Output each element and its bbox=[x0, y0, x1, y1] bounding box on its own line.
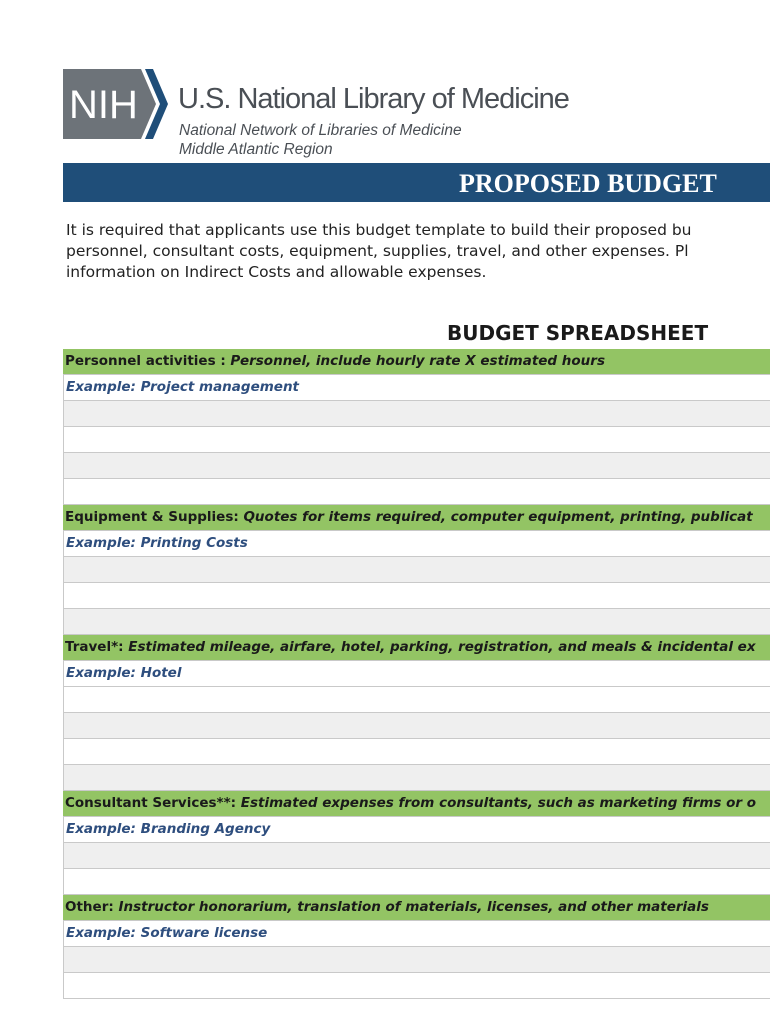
budget-entry-row[interactable] bbox=[63, 557, 770, 583]
budget-entry-row[interactable] bbox=[63, 583, 770, 609]
budget-entry-row[interactable] bbox=[63, 973, 770, 999]
example-row[interactable] bbox=[63, 531, 770, 557]
section-description: Personnel, include hourly rate X estimated hours bbox=[230, 353, 605, 369]
logo-subtitle-network: National Network of Libraries of Medicine bbox=[179, 122, 462, 139]
section-header bbox=[63, 349, 770, 375]
example-row[interactable] bbox=[63, 661, 770, 687]
section-description: Estimated expenses from consultants, such as marketing firms or o bbox=[240, 795, 757, 811]
budget-entry-row[interactable] bbox=[63, 869, 770, 895]
example-row[interactable] bbox=[63, 817, 770, 843]
budget-entry-row[interactable] bbox=[63, 713, 770, 739]
section-description: Estimated mileage, airfare, hotel, parking, registration, and meals & incidental ex bbox=[128, 639, 756, 655]
budget-entry-row[interactable] bbox=[63, 687, 770, 713]
section-description: Instructor honorarium, translation of materials, licenses, and other materials bbox=[118, 899, 709, 915]
budget-entry-row[interactable] bbox=[63, 427, 770, 453]
section-label: Equipment & Supplies: bbox=[65, 509, 244, 525]
section-description: Quotes for items required, computer equipment, printing, publicat bbox=[243, 509, 753, 525]
example-text: Example: Printing Costs bbox=[66, 535, 248, 551]
section-label: Other: bbox=[65, 899, 119, 915]
budget-entry-row[interactable] bbox=[63, 401, 770, 427]
budget-entry-row[interactable] bbox=[63, 947, 770, 973]
intro-line: It is required that applicants use this budget template to build their proposed bu bbox=[66, 221, 692, 239]
budget-entry-row[interactable] bbox=[63, 739, 770, 765]
example-text: Example: Branding Agency bbox=[66, 821, 271, 837]
budget-entry-row[interactable] bbox=[63, 453, 770, 479]
section-header bbox=[63, 791, 770, 817]
logo-title: U.S. National Library of Medicine bbox=[178, 83, 569, 115]
example-text: Example: Hotel bbox=[66, 665, 182, 681]
nlm-logo bbox=[63, 69, 663, 161]
intro-line: information on Indirect Costs and allowable expenses. bbox=[66, 263, 487, 281]
example-row[interactable] bbox=[63, 375, 770, 401]
page-title: PROPOSED BUDGET bbox=[459, 169, 717, 198]
example-row[interactable] bbox=[63, 921, 770, 947]
title-bar bbox=[63, 163, 770, 202]
budget-entry-row[interactable] bbox=[63, 765, 770, 791]
section-label: Consultant Services**: bbox=[65, 795, 241, 811]
section-label: Travel*: bbox=[65, 639, 129, 655]
budget-entry-row[interactable] bbox=[63, 479, 770, 505]
example-text: Example: Software license bbox=[66, 925, 268, 941]
sheet-title: BUDGET SPREADSHEET bbox=[447, 321, 709, 345]
budget-entry-row[interactable] bbox=[63, 843, 770, 869]
intro-text bbox=[66, 220, 770, 286]
section-label: Personnel activities : bbox=[65, 353, 231, 369]
logo-subtitle-region: Middle Atlantic Region bbox=[179, 141, 333, 158]
intro-line: personnel, consultant costs, equipment, supplies, travel, and other expenses. Pl bbox=[66, 242, 689, 260]
section-header bbox=[63, 505, 770, 531]
section-header bbox=[63, 895, 770, 921]
budget-spreadsheet bbox=[63, 349, 770, 999]
section-header bbox=[63, 635, 770, 661]
example-text: Example: Project management bbox=[66, 379, 300, 395]
budget-entry-row[interactable] bbox=[63, 609, 770, 635]
nih-logo-icon bbox=[63, 69, 171, 139]
nih-badge-text: NIH bbox=[69, 83, 138, 127]
